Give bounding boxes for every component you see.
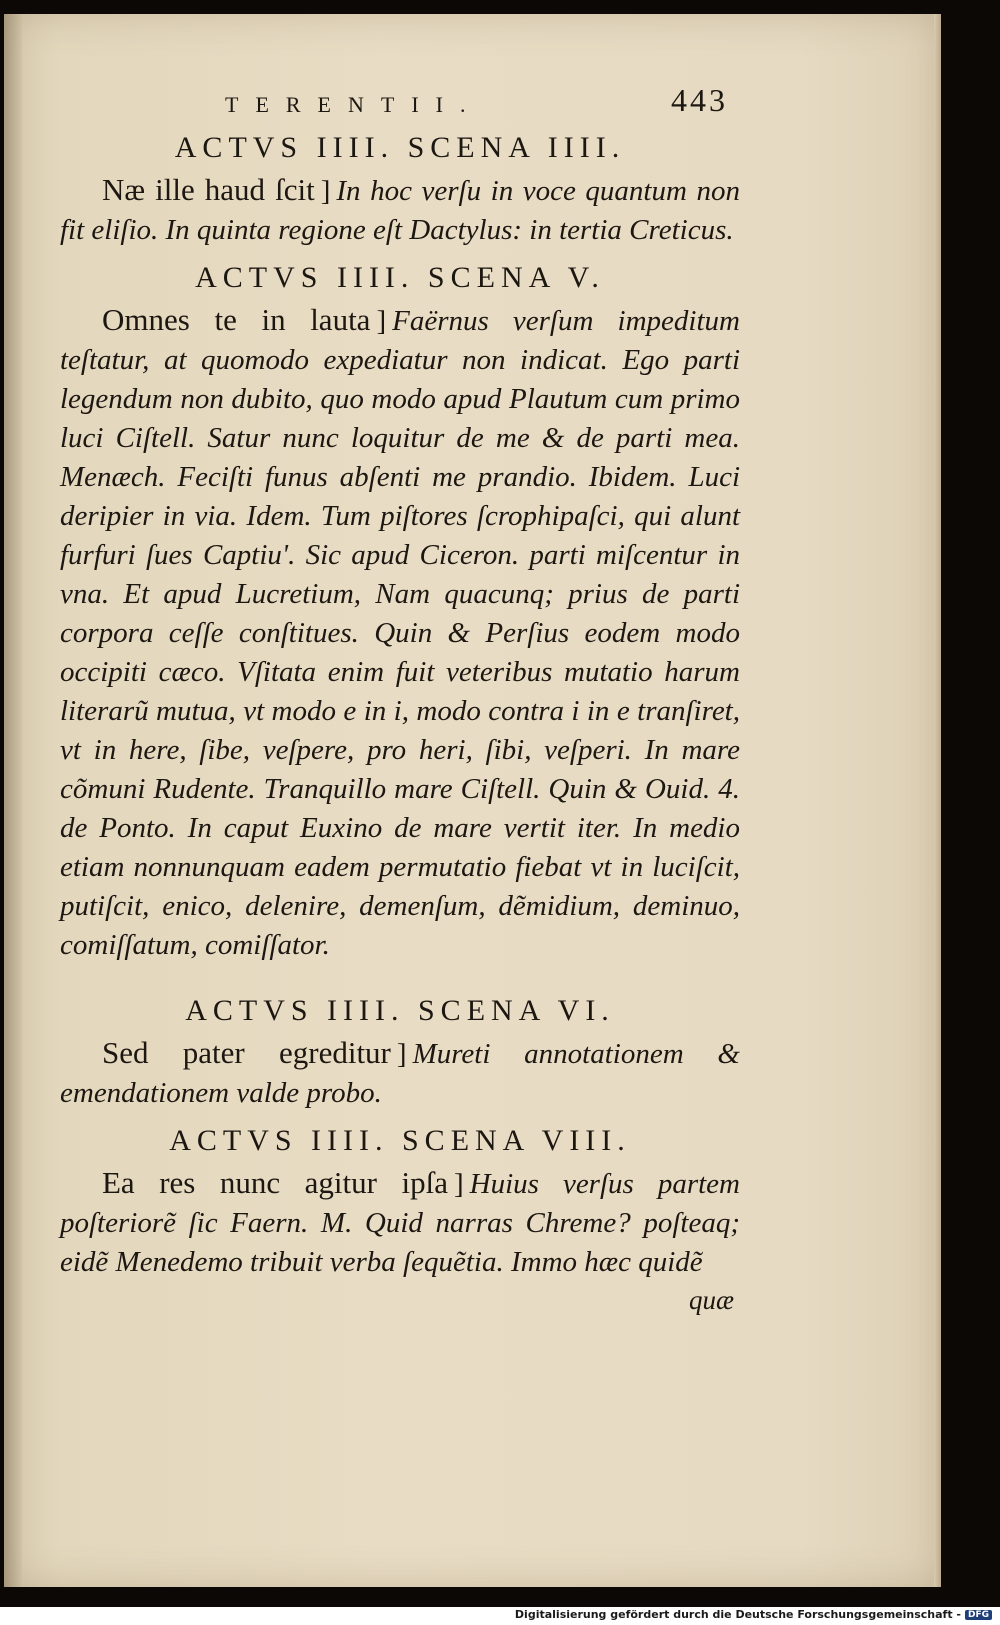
page-number: 443 bbox=[671, 82, 728, 118]
dfg-logo-icon: DFG bbox=[965, 1610, 992, 1620]
text-block bbox=[60, 76, 740, 1318]
section-paragraph bbox=[60, 1163, 740, 1282]
book-page bbox=[4, 14, 941, 1587]
section-paragraph bbox=[60, 300, 740, 965]
section-paragraph bbox=[60, 1033, 740, 1113]
catchword: quæ bbox=[688, 1285, 734, 1315]
section-heading: ACTVS IIII. SCENA V. bbox=[195, 261, 605, 294]
bracket: ] bbox=[376, 305, 387, 337]
running-head bbox=[60, 76, 740, 120]
bracket: ] bbox=[453, 1168, 464, 1200]
bracket: ] bbox=[396, 1038, 407, 1070]
section-heading: ACTVS IIII. SCENA IIII. bbox=[174, 131, 626, 164]
lemma: Næ ille haud ſcit bbox=[102, 172, 315, 207]
footer-credit bbox=[515, 1608, 992, 1621]
commentary: Faërnus verſum impeditum teſtatur, at quomodo expediatur non indicat. Ego parti legendum non dubito, quo modo apud Plautum cum primo luci Ciſtell. Satur nunc loquitur de me & de parti mea. Menæch. Feciſti funus abſenti me prandio. Ibidem. Luci deripier in via. Idem. Tum piſtores ſcrophipaſci, qui alunt furfuri ſues Captiu'. Sic apud Ciceron. parti miſcentur in vna. Et apud Lucretium, Nam quacunq; prius de parti corpora ceſſe conſtitues. Quin & Perſius eodem modo occipiti cæco. Vſitata enim fuit veteribus mutatio harum literarũ mutua, vt modo e in i, modo contra i in e tranſiret, vt in here, ſibe, veſpere, pro heri, ſibi, veſperi. In mare cõmuni Rudente. Tranquillo mare Ciſtell. Quin & Ouid. 4. de Ponto. In caput Euxino de mare vertit iter. In medio etiam nonnunquam eadem permutatio fiebat vt in luciſcit, putiſcit, enico, delenire, demenſum, dẽmidium, deminuo, comiſſatum, comiſſator. bbox=[60, 305, 740, 961]
footer-credit-text: Digitalisierung gefördert durch die Deutsche Forschungsgemeinschaft - bbox=[514, 1608, 961, 1621]
commentary: Mureti annotationem & emendationem valde probo. bbox=[60, 1038, 740, 1109]
commentary: Huius verſus partem poſteriorẽ ſic Faern. M. Quid narras Chreme? poſteaq; eidẽ Menedemo tribuit verba ſequẽtia. Immo hæc quidẽ bbox=[60, 1168, 740, 1278]
section-heading: ACTVS IIII. SCENA VIII. bbox=[169, 1124, 631, 1157]
lemma: Omnes te in lauta bbox=[102, 302, 371, 337]
page-edge bbox=[934, 14, 941, 1587]
section-heading: ACTVS IIII. SCENA VI. bbox=[185, 994, 615, 1027]
running-head-title: TERENTII. bbox=[225, 92, 483, 117]
section-paragraph bbox=[60, 170, 740, 250]
page-spine-shadow bbox=[4, 14, 22, 1587]
digitization-footer bbox=[0, 1607, 1000, 1625]
lemma: Sed pater egreditur bbox=[102, 1035, 391, 1070]
lemma: Ea res nunc agitur ipſa bbox=[102, 1165, 448, 1200]
commentary: In hoc verſu in voce quantum non fit eliſio. In quinta regione eſt Dactylus: in tertia Creticus. bbox=[60, 175, 740, 246]
bracket: ] bbox=[320, 175, 331, 207]
